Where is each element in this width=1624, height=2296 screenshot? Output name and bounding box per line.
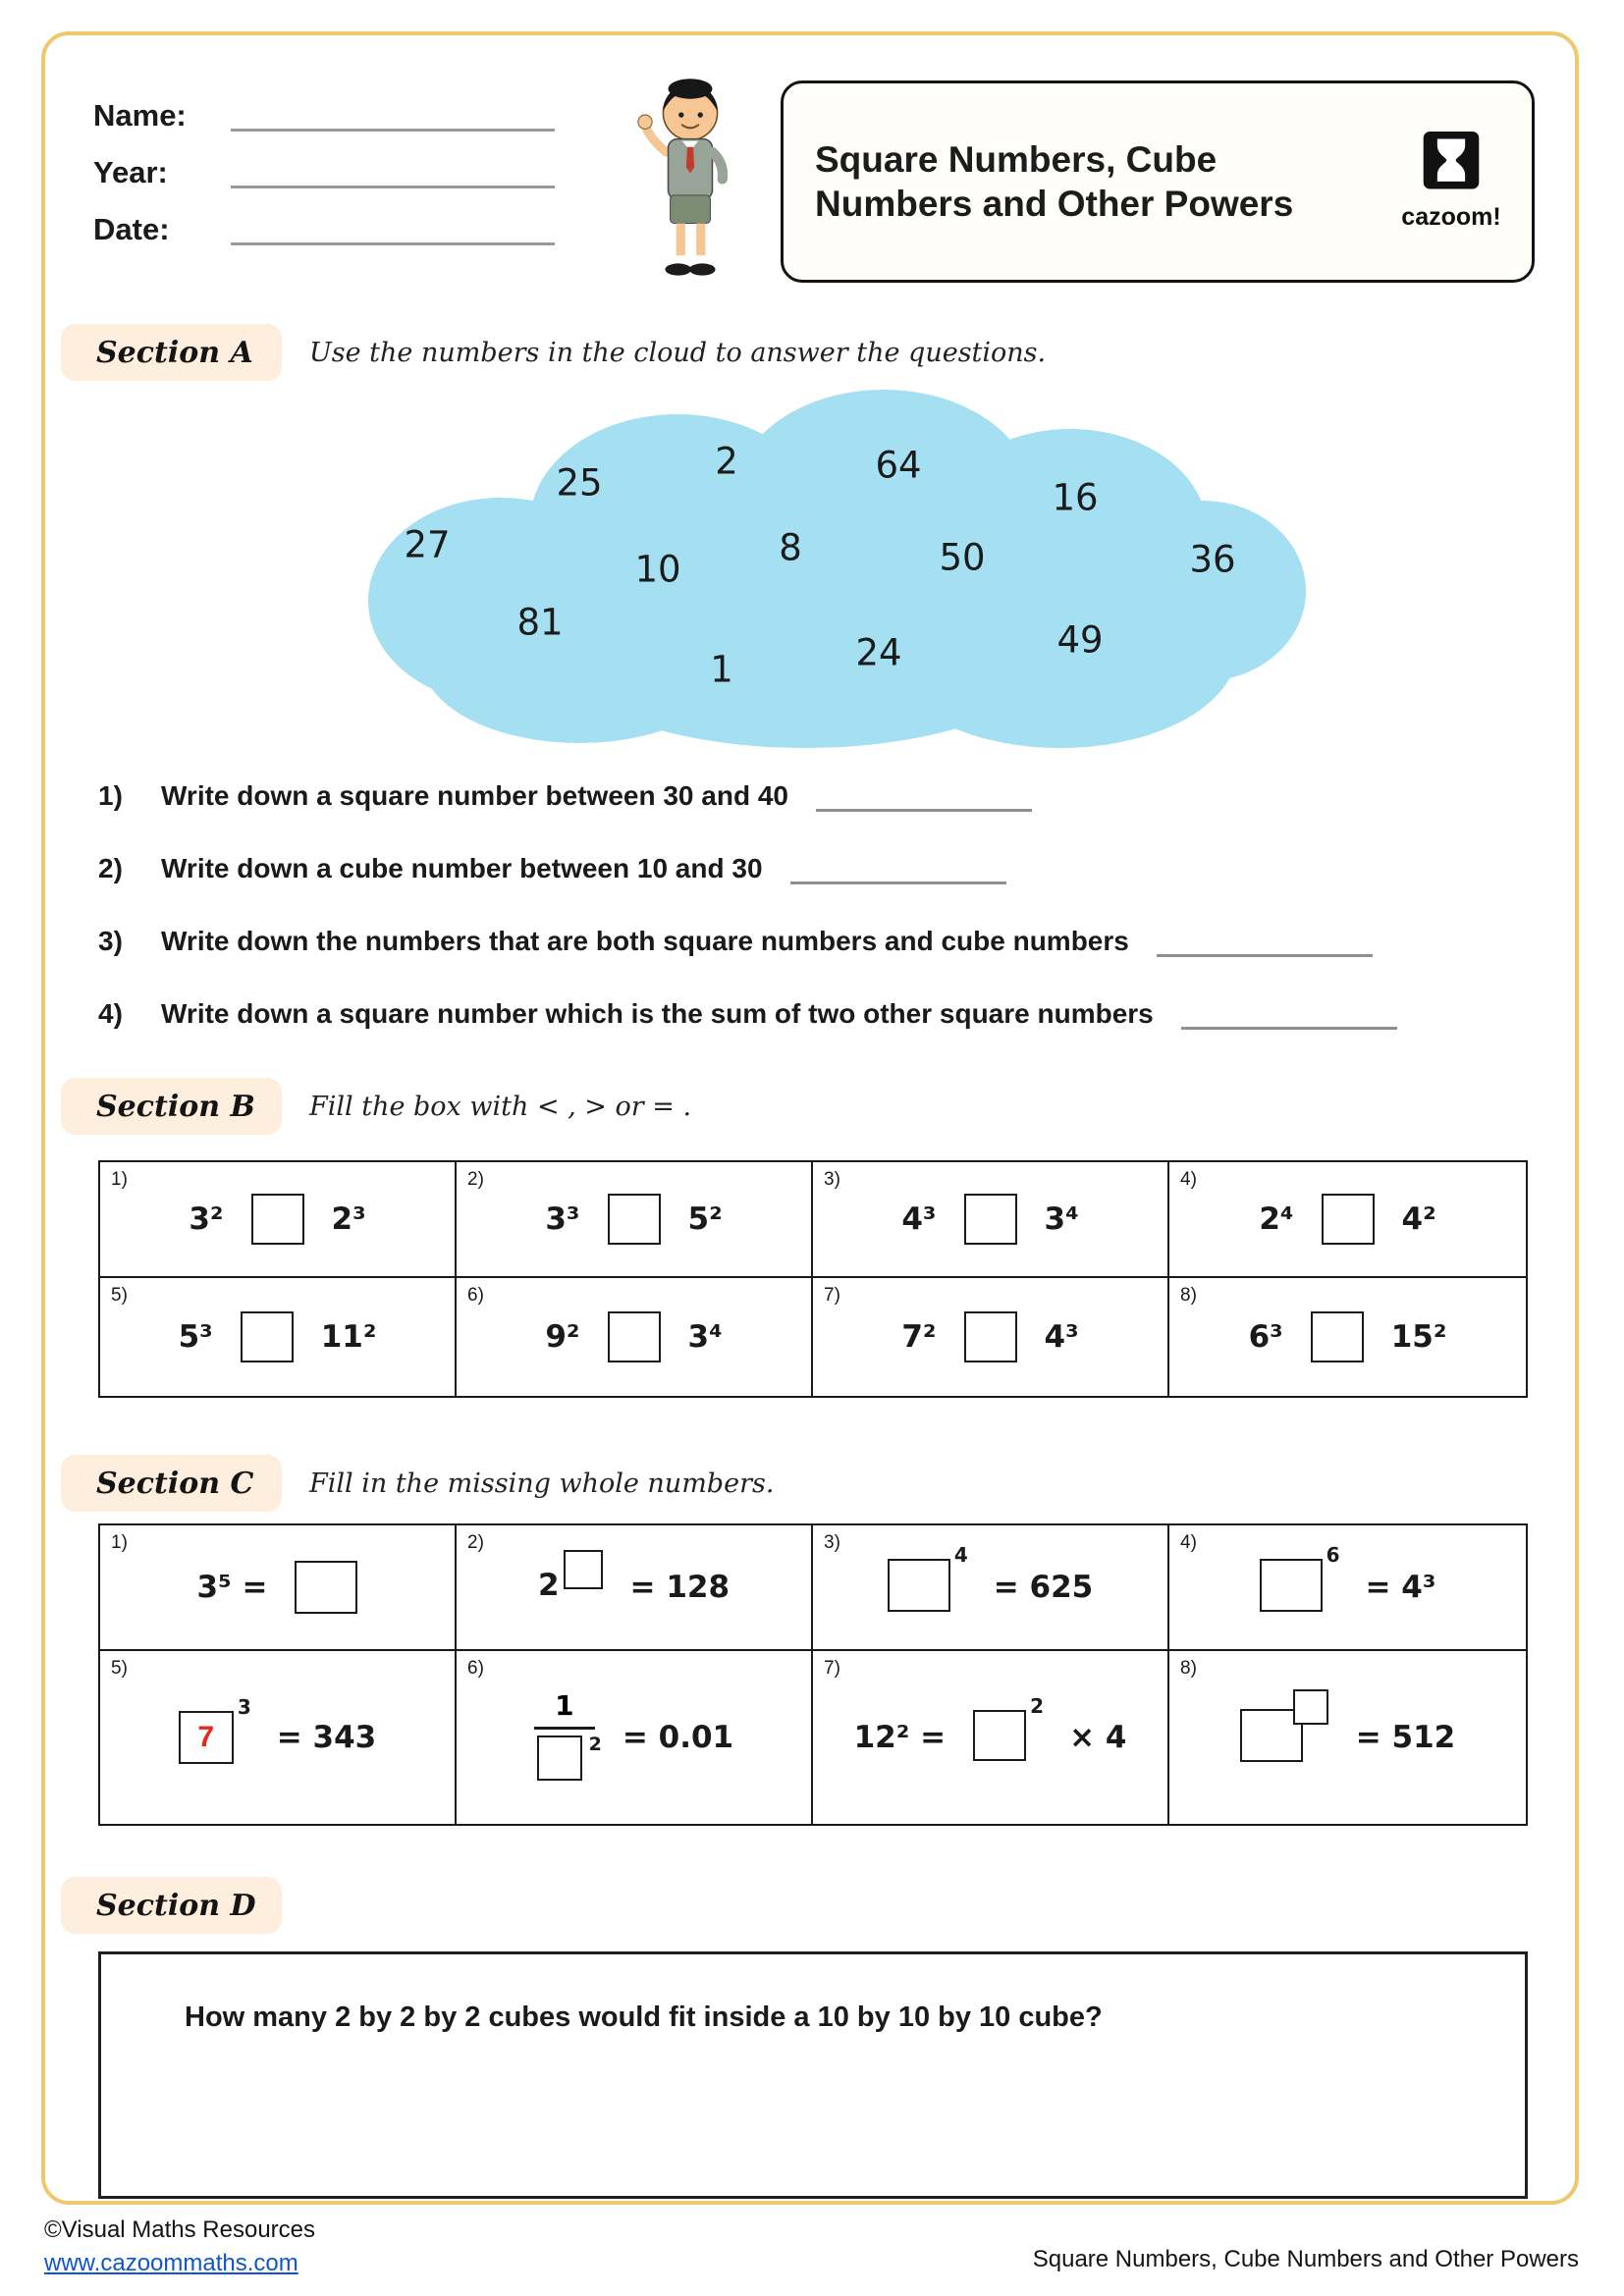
- answer-box[interactable]: [537, 1735, 582, 1781]
- fraction-bar: [534, 1727, 595, 1730]
- problem-number: 1): [111, 1169, 128, 1190]
- question-number: 4): [98, 998, 123, 1029]
- question-row: [98, 998, 1397, 1030]
- power-problem: [1169, 1651, 1526, 1824]
- worksheet-title-box: [781, 80, 1535, 283]
- cloud-number: 64: [875, 444, 922, 487]
- expression-right: = 625: [993, 1570, 1094, 1605]
- question-row: [98, 853, 1006, 884]
- answer-line[interactable]: [816, 809, 1032, 812]
- exponent-answer-box[interactable]: [564, 1550, 603, 1589]
- answer-box[interactable]: [1311, 1311, 1364, 1362]
- right-power: 3⁴: [687, 1319, 723, 1355]
- question-row: [98, 926, 1373, 957]
- exponent: 2: [1030, 1693, 1045, 1718]
- date-input-line[interactable]: [231, 242, 555, 245]
- left-power: 5³: [178, 1319, 213, 1355]
- section-a-badge: Section A: [61, 324, 282, 381]
- power-problem: [100, 1525, 457, 1651]
- comparison-problem: [1169, 1162, 1526, 1278]
- name-field-row: [93, 98, 555, 133]
- answer-box[interactable]: [1260, 1559, 1323, 1612]
- left-power: 9²: [545, 1319, 580, 1355]
- problem-number: 6): [467, 1285, 484, 1306]
- comparison-problem: [1169, 1278, 1526, 1396]
- cloud-number: 16: [1052, 476, 1099, 519]
- answer-box[interactable]: [608, 1311, 661, 1362]
- cazoom-logo: [1392, 132, 1510, 232]
- year-label: Year:: [93, 155, 168, 189]
- left-power: 7²: [901, 1319, 937, 1355]
- denominator: [537, 1734, 602, 1786]
- right-power: 4³: [1044, 1319, 1079, 1355]
- problem-number: 5): [111, 1285, 128, 1306]
- section-b-instruction: Fill the box with < , > or = .: [309, 1091, 692, 1122]
- comparison-problem: [813, 1278, 1169, 1396]
- answer-box[interactable]: [964, 1311, 1017, 1362]
- expression-right: = 4³: [1365, 1570, 1436, 1605]
- cloud-number: 25: [556, 461, 603, 505]
- right-power: 15²: [1390, 1319, 1447, 1355]
- exponent: 4: [953, 1542, 968, 1567]
- question-text: Write down the numbers that are both square numbers and cube numbers: [161, 926, 1129, 956]
- cloud-shape: [334, 365, 1316, 758]
- question-row: [98, 780, 1032, 812]
- left-power: 3²: [189, 1201, 224, 1237]
- worksheet-title: Square Numbers, Cube Numbers and Other Powers: [815, 138, 1294, 224]
- expression-right: = 0.01: [622, 1720, 734, 1755]
- cloud-number: 24: [855, 631, 902, 674]
- power-problem: [457, 1651, 813, 1824]
- right-power: 4²: [1401, 1201, 1436, 1237]
- cazoom-logo-text: cazoom!: [1401, 203, 1501, 231]
- date-label: Date:: [93, 212, 170, 246]
- cloud-number: 1: [710, 648, 733, 691]
- box-with-exponent-box: [1240, 1709, 1303, 1767]
- section-c-table: [98, 1523, 1528, 1826]
- cloud-number: 81: [516, 601, 564, 644]
- number-cloud: [334, 365, 1316, 758]
- name-input-line[interactable]: [231, 129, 555, 132]
- footer-worksheet-title: Square Numbers, Cube Numbers and Other Powers: [1032, 2246, 1579, 2272]
- comparison-problem: [100, 1162, 457, 1278]
- power-problem: [813, 1525, 1169, 1651]
- problem-number: 3): [824, 1532, 840, 1553]
- answer-line[interactable]: [790, 881, 1006, 884]
- question-number: 2): [98, 853, 123, 883]
- cloud-number: 8: [779, 526, 802, 569]
- section-c-instruction: Fill in the missing whole numbers.: [309, 1468, 775, 1499]
- name-label: Name:: [93, 98, 187, 133]
- comparison-problem: [813, 1162, 1169, 1278]
- answer-box[interactable]: [973, 1710, 1026, 1761]
- question-text: Write down a cube number between 10 and 30: [161, 853, 763, 883]
- answer-box[interactable]: [251, 1194, 304, 1245]
- cloud-number: 49: [1056, 618, 1104, 662]
- box-with-exponent: [888, 1542, 968, 1617]
- left-power: 3³: [545, 1201, 580, 1237]
- cloud-number: 27: [404, 523, 451, 566]
- expression-right: × 4: [1069, 1720, 1127, 1755]
- cloud-number: 36: [1189, 538, 1236, 581]
- comparison-problem: [457, 1162, 813, 1278]
- answer-line[interactable]: [1157, 954, 1373, 957]
- right-power: 2³: [331, 1201, 366, 1237]
- question-text: Write down a square number which is the sum of two other square numbers: [161, 998, 1154, 1029]
- cloud-number: 2: [715, 440, 738, 483]
- problem-number: 7): [824, 1658, 840, 1679]
- left-power: 2⁴: [1259, 1201, 1294, 1237]
- comparison-problem: [100, 1278, 457, 1396]
- right-power: 3⁴: [1044, 1201, 1079, 1237]
- power-problem: [457, 1525, 813, 1651]
- boy-illustration: [617, 67, 764, 293]
- base-number: 2: [537, 1568, 560, 1603]
- problem-number: 8): [1180, 1658, 1197, 1679]
- year-input-line[interactable]: [231, 186, 555, 188]
- problem-number: 2): [467, 1532, 484, 1553]
- right-power: 11²: [320, 1319, 377, 1355]
- box-with-exponent: [973, 1693, 1045, 1766]
- section-b-badge: Section B: [61, 1078, 282, 1135]
- exponent-answer-box[interactable]: [1293, 1689, 1328, 1725]
- expression-right: = 512: [1355, 1720, 1456, 1755]
- problem-number: 8): [1180, 1285, 1197, 1306]
- box-with-exponent: [179, 1695, 251, 1764]
- question-number: 1): [98, 780, 123, 811]
- year-field-row: [93, 155, 555, 190]
- expression-right: = 128: [629, 1570, 731, 1605]
- box-with-exponent: [1260, 1542, 1340, 1617]
- section-d-question: How many 2 by 2 by 2 cubes would fit inside a 10 by 10 by 10 cube?: [185, 2002, 1103, 2033]
- problem-number: 4): [1180, 1532, 1197, 1553]
- right-power: 5²: [687, 1201, 723, 1237]
- answer-value: 7: [197, 1721, 215, 1753]
- left-power: 4³: [901, 1201, 937, 1237]
- question-text: Write down a square number between 30 and 40: [161, 780, 788, 811]
- answer-box[interactable]: [608, 1194, 661, 1245]
- answer-line[interactable]: [1181, 1027, 1397, 1030]
- expression-right: = 343: [276, 1720, 377, 1755]
- answer-box[interactable]: [241, 1311, 294, 1362]
- answer-box-filled[interactable]: [179, 1711, 234, 1764]
- problem-number: 4): [1180, 1169, 1197, 1190]
- fraction: [534, 1689, 602, 1786]
- footer-website-link[interactable]: www.cazoommaths.com: [44, 2250, 298, 2276]
- answer-box[interactable]: [1322, 1194, 1375, 1245]
- section-a-instruction: Use the numbers in the cloud to answer the questions.: [309, 337, 1047, 368]
- expression-left: 3⁵ =: [196, 1570, 268, 1605]
- problem-number: 7): [824, 1285, 840, 1306]
- power-problem: [1169, 1525, 1526, 1651]
- section-d-badge: Section D: [61, 1877, 282, 1934]
- left-power: 6³: [1248, 1319, 1283, 1355]
- cazoom-logo-icon: [1421, 132, 1482, 196]
- answer-box[interactable]: [964, 1194, 1017, 1245]
- exponent: 6: [1326, 1542, 1340, 1567]
- section-b-table: [98, 1160, 1528, 1398]
- power-problem: [100, 1651, 457, 1824]
- problem-number: 3): [824, 1169, 840, 1190]
- section-c-badge: Section C: [61, 1455, 282, 1512]
- cloud-number: 50: [939, 536, 986, 579]
- problem-number: 6): [467, 1658, 484, 1679]
- exponent: 2: [588, 1734, 602, 1755]
- base-with-exponent-box: [538, 1568, 603, 1607]
- problem-number: 1): [111, 1532, 128, 1553]
- expression-left: 12² =: [853, 1720, 947, 1755]
- problem-number: 5): [111, 1658, 128, 1679]
- question-number: 3): [98, 926, 123, 956]
- numerator: 1: [555, 1689, 574, 1722]
- section-d-box: [98, 1951, 1528, 2199]
- answer-box[interactable]: [295, 1561, 357, 1614]
- answer-box[interactable]: [888, 1559, 950, 1612]
- cloud-number: 10: [634, 548, 681, 591]
- problem-number: 2): [467, 1169, 484, 1190]
- power-problem: [813, 1651, 1169, 1824]
- date-field-row: [93, 212, 555, 247]
- exponent: 3: [237, 1695, 251, 1719]
- comparison-problem: [457, 1278, 813, 1396]
- footer-copyright: ©Visual Maths Resources: [44, 2216, 316, 2243]
